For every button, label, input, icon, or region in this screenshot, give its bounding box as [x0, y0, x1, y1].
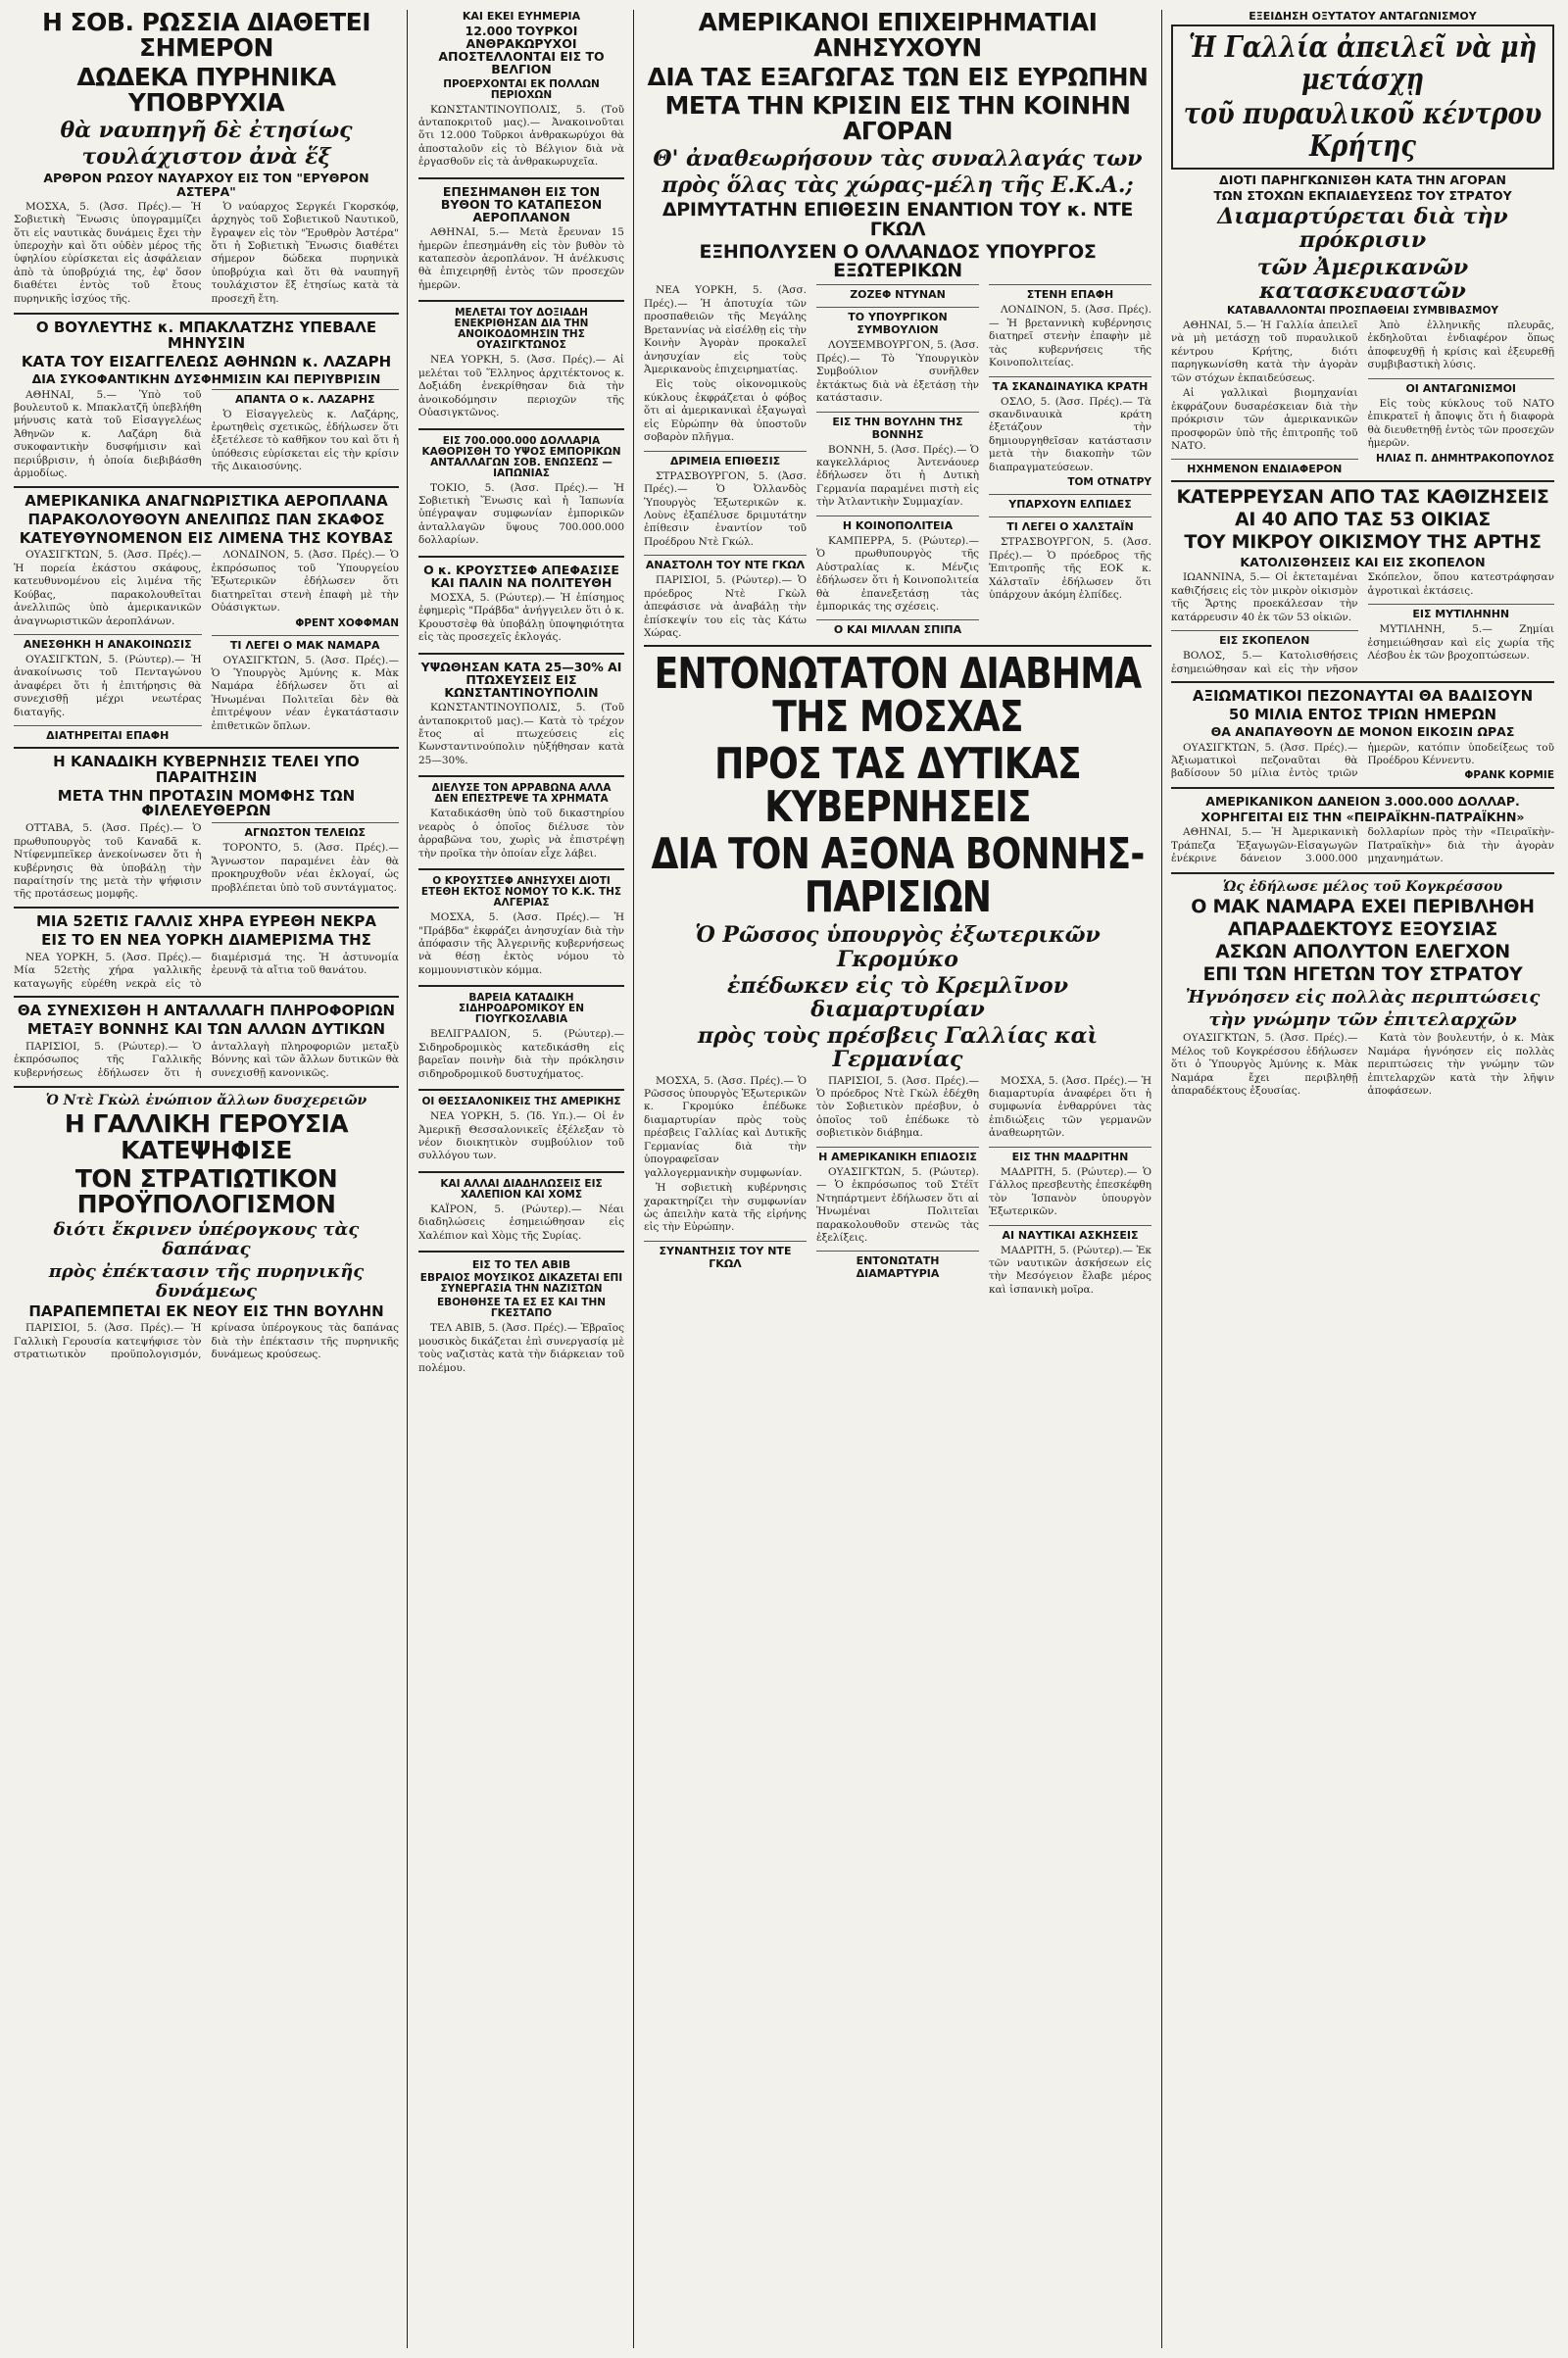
article-widow-found — [14, 914, 399, 998]
column-4 — [1165, 8, 1560, 2350]
kicker: ΕΙΣ ΤΟ ΤΕΛ ΑΒΙΒ — [471, 1258, 571, 1272]
paragraph: ΚΩΝΣΤΑΝΤΙΝΟΥΠΟΛΙΣ, 5. (Τοῦ ἀνταποκριτοῦ μας).— Ἀνακοινοῦται ὅτι 12.000 Τοῦρκοι ἀνθρακωρύχοι θὰ ἀποσταλοῦν εἰς τὸ Βέλγιον διὰ νὰ ἐργασθοῦν εἰς τὰ ἀνθρακωρυχεῖα. — [418, 103, 624, 169]
headline: Ο ΚΡΟΥΣΤΣΕΦ ΑΝΗΣΥΧΕΙ ΔΙΟΤΙ ΕΤΕΘΗ ΕΚΤΟΣ ΝΟΜΟΥ ΤΟ Κ.Κ. ΤΗΣ ΑΛΓΕΡΙΑΣ — [420, 875, 622, 909]
headline: ΤΩΝ ΣΤΟΧΩΝ ΕΚΠΑΙΔΕΥΣΕΩΣ ΤΟΥ ΣΤΡΑΤΟΥ — [1213, 188, 1512, 204]
paragraph: Εἰς τοὺς οἰκονομικοὺς κύκλους ἐκφράζεται ὁ φόβος ὅτι αἱ ἀμερικανικαὶ ἐξαγωγαὶ εἰς Εὐρώπην θὰ ὑποστοῦν σοβαρὸν πλῆγμα. — [644, 378, 807, 444]
kicker: ΚΑΙ ΕΚΕΙ ΕΥΗΜΕΡΙΑ — [462, 10, 581, 23]
subheadline: πρὸς ὅλας τὰς χώρας-μέλη τῆς Ε.Κ.Α.; — [662, 172, 1134, 199]
paragraph: ΝΕΑ ΥΟΡΚΗ, 5. (Ἰδ. Υπ.).— Οἱ ἐν Ἀμερικῇ Θεσσαλονικεῖς ἐξέλεξαν τὸ νέον διοικητικὸν συμβούλιον τοῦ συλλόγου των. — [418, 1110, 624, 1162]
subheadline: Διαμαρτύρεται διὰ τὴν πρόκρισιν — [1217, 204, 1508, 254]
section-heading: ΣΤΕΝΗ ΕΠΑΦΗ — [989, 284, 1152, 301]
headline: ΜΕΤΑ ΤΗΝ ΠΡΟΤΑΣΙΝ ΜΟΜΦΗΣ ΤΩΝ ΦΙΛΕΛΕΥΘΕΡΩΝ — [57, 786, 356, 820]
article-body — [14, 389, 399, 482]
article-body — [14, 822, 399, 902]
section-heading: ΕΙΣ ΜΥΤΙΛΗΝΗΝ — [1368, 604, 1555, 620]
headline: ΚΑΤΑ ΤΟΥ ΕΙΣΑΓΓΕΛΕΩΣ ΑΘΗΝΩΝ κ. ΛΑΖΑΡΗ — [21, 352, 392, 370]
paragraph: Ἀπὸ ἑλληνικῆς πλευρᾶς, ἐκδηλοῦται ἐνδιαφέρον ὅπως ἀποφευχθῇ ἡ κρίσις καὶ ἐξευρεθῇ συμβιβαστικὴ λύσις. — [1367, 319, 1554, 371]
article-crete-missile-center — [1171, 10, 1554, 482]
subheadline: Ἡ Γαλλία ἀπειλεῖ νὰ μὴ μετάσχῃ — [1188, 30, 1538, 97]
headline: ΕΒΡΑΙΟΣ ΜΟΥΣΙΚΟΣ ΔΙΚΑΖΕΤΑΙ ΕΠΙ ΣΥΝΕΡΓΑΣΙΑ ΤΗΝ ΝΑΖΙΣΤΩΝ — [419, 1272, 623, 1296]
deck: ΠΡΟΕΡΧΟΝΤΑΙ ΕΚ ΠΟΛΛΩΝ ΠΕΡΙΟΧΩΝ — [443, 77, 600, 101]
deck: ΔΡΙΜΥΤΑΤΗΝ ΕΠΙΘΕΣΙΝ ΕΝΑΝΤΙΟΝ ΤΟΥ κ. ΝΤΕ ΓΚΩΛ — [662, 198, 1134, 240]
paragraph: ΟΥΑΣΙΓΚΤΩΝ, 5. (Ρώυτερ).— Ἡ ἀνακοίνωσις τοῦ Πενταγώνου ἀναφέρει ὅτι ἡ ἐπιτήρησις θὰ συνεχισθῇ μέχρι νεωτέρας διαταγῆς. — [14, 654, 202, 718]
headline: ΔΩΔΕΚΑ ΠΥΡΗΝΙΚΑ ΥΠΟΒΡΥΧΙΑ — [76, 62, 336, 117]
paragraph: ΑΘΗΝΑΙ, 5.— Μετὰ ἔρευναν 15 ἡμερῶν ἐπεσημάνθη εἰς τὸν βυθὸν τὸ καταπεσὸν ἀεροπλάνον. Ἡ ἀνέλκυσις θὰ ἐπιχειρηθῇ ἐντὸς τῶν προσεχῶν ἡμερῶν. — [418, 226, 624, 291]
paragraph: ΙΩΑΝΝΙΝΑ, 5.— Οἱ ἐκτεταμέναι καθιζήσεις εἰς τὸν μικρὸν οἰκισμὸν τῆς Ἄρτης προεκάλεσαν τὴν κατάρρευσιν 40 ἐκ τῶν 53 οἰκιῶν. — [1171, 571, 1358, 623]
article-body — [1171, 319, 1554, 475]
article-arta-subsidence — [1171, 488, 1554, 683]
subheadline: τῶν Ἀμερικανῶν κατασκευαστῶν — [1256, 254, 1469, 304]
paragraph: ΒΟΝΝΗ, 5. (Ἀσσ. Πρές).— Ὁ καγκελλάριος Ἀντενάουερ ἐδήλωσεν ὅτι ἡ Δυτικὴ Γερμανία παραμένει πιστὴ εἰς τὴν Ἀτλαντικὴν Συμμαχίαν. — [816, 443, 979, 509]
headline: 50 ΜΙΛΙΑ ΕΝΤΟΣ ΤΡΙΩΝ ΗΜΕΡΩΝ — [1228, 705, 1497, 723]
article-body — [14, 201, 399, 309]
paragraph: ΟΥΑΣΙΓΚΤΩΝ, 5. (Ἀσσ. Πρές).— Μέλος τοῦ Κογκρέσσου ἐδήλωσεν ὅτι ὁ Ὑπουργὸς Ἀμύνης κ. Μὰκ Ναμάρα ἔχει περιβληθῇ ἀπαραδέκτους ἐξουσίας. — [1171, 1032, 1358, 1098]
subheadline: τοῦ πυραυλικοῦ κέντρου Κρήτης — [1183, 97, 1543, 164]
paragraph: ΜΟΣΧΑ, 5. (Ἀσσ. Πρές).— Ὁ Ρῶσσος ὑπουργὸς Ἐξωτερικῶν κ. Γκρομύκο ἐπέδωκε διαμαρτυρίαν πρὸς τοὺς πρέσβεις Γαλλίας καὶ Δυτικῆς Γερμανίας διὰ τὴν ὑπογραφεῖσαν γαλλογερμανικὴν συμφωνίαν. — [644, 1074, 807, 1179]
subheadline: ἐπέδωκεν εἰς τὸ Κρεμλῖνον διαμαρτυρίαν — [727, 972, 1068, 1022]
paragraph: ΜΟΣΧΑ, 5. (Ρώυτερ).— Ἡ ἐπίσημος ἐφημερὶς "Πράβδα" ἀνήγγειλεν ὅτι ὁ κ. Κρουστσὲφ θὰ ὑποβάλῃ ὑποψηφιότητα εἰς τὰς προσεχεῖς ἐκλογάς. — [418, 592, 624, 644]
section-heading: ΕΙΣ ΤΗΝ ΜΑΔΡΙΤΗΝ — [989, 1147, 1152, 1163]
paragraph: ΤΟΡΟΝΤΟ, 5. (Ἀσσ. Πρές).— Ἄγνωστον παραμένει ἐὰν θὰ προκηρυχθοῦν νέαι ἐκλογαί, ὡς προβλέπεται ὑπὸ τοῦ συντάγματος. — [211, 842, 399, 894]
article-body — [644, 284, 1152, 640]
article-body — [14, 549, 399, 742]
article-plane-located — [418, 185, 624, 303]
headline: ΑΜΕΡΙΚΑΝΙΚΑ ΑΝΑΓΝΩΡΙΣΤΙΚΑ ΑΕΡΟΠΛΑΝΑ — [24, 492, 388, 511]
subheadline: τὴν γνώμην τῶν ἐπιτελαρχῶν — [1208, 1008, 1517, 1030]
subheadline: Ὁ Ρῶσσος ὑπουργὸς ἐξωτερικῶν Γκρομύκο — [695, 922, 1101, 972]
headline: ΑΜΕΡΙΚΑΝΟΙ ΕΠΙΧΕΙΡΗΜΑΤΙΑΙ ΑΝΗΣΥΧΟΥΝ — [698, 8, 1098, 63]
subheadline: πρὸς τοὺς πρέσβεις Γαλλίας καὶ Γερμανίας — [697, 1023, 1099, 1073]
paragraph: ΜΥΤΙΛΗΝΗ, 5.— Ζημίαι ἐσημειώθησαν καὶ εἰς χωρία τῆς Λέσβου ἐκ τῶν βροχοπτώσεων. — [1367, 623, 1554, 663]
article-algeria-communists — [418, 876, 624, 987]
article-body — [14, 1322, 399, 1362]
paragraph: ΠΑΡΙΣΙΟΙ, 5. (Ἀσσ. Πρές).— Ὁ πρόεδρος Ντὲ Γκὼλ ἐδέχθη τὸν Σοβιετικὸν πρέσβυν, ὁ ὁποῖος τοῦ ἐπέδωκε τὸ σοβιετικὸν διάβημα. — [816, 1074, 979, 1140]
section-heading: ΔΙΑΤΗΡΕΙΤΑΙ ΕΠΑΦΗ — [14, 725, 202, 742]
headline: ΜΕΤΑΞΥ ΒΟΝΝΗΣ ΚΑΙ ΤΩΝ ΑΛΛΩΝ ΔΥΤΙΚΩΝ — [26, 1019, 386, 1038]
paragraph: ΝΕΑ ΥΟΡΚΗ, 5. (Ἀσσ. Πρές).— Αἱ μελέται τοῦ Ἕλληνος ἀρχιτέκτονος κ. Δοξιάδη ἐνεκρίθησαν διὰ τὴν ἀνοικοδόμησιν περιοχῶν τῆς Οὐασιγκτῶνος. — [418, 354, 624, 419]
article-body — [1171, 571, 1554, 676]
section-heading: ΑΓΝΩΣΤΟΝ ΤΕΛΕΙΩΣ — [212, 822, 400, 839]
headline: ΤΟΝ ΣΤΡΑΤΙΩΤΙΚΟΝ ΠΡΟΫΠΟΛΟΓΙΣΜΟΝ — [74, 1163, 338, 1219]
headline: ΑΠΑΡΑΔΕΚΤΟΥΣ ΕΞΟΥΣΙΑΣ — [1227, 918, 1498, 941]
section-heading: Ο ΚΑΙ ΜΙΛΛΑΝ ΣΠΙΠΑ — [816, 619, 979, 636]
article-cuba-reconnaissance — [14, 494, 399, 749]
headline: ΒΑΡΕΙΑ ΚΑΤΑΔΙΚΗ ΣΙΔΗΡΟΔΡΟΜΙΚΟΥ ΕΝ ΓΙΟΥΓΚΟΣΛΑΒΙΑ — [459, 992, 584, 1026]
column-divider — [1161, 10, 1162, 2348]
headline: Η ΚΑΝΑΔΙΚΗ ΚΥΒΕΡΝΗΣΙΣ ΤΕΛΕΙ ΥΠΟ ΠΑΡΑΙΤΗΣΙΝ — [53, 753, 360, 786]
paragraph: ΝΕΑ ΥΟΡΚΗ, 5. (Ἀσσ. Πρές).— Μία 52ετὴς χήρα γαλλικῆς καταγωγῆς εὑρέθη νεκρὰ εἰς τὸ διαμέρισμά της. Ἡ ἀστυνομία ἐρευνᾷ τὰ αἴτια τοῦ θανάτου. — [14, 951, 399, 990]
article-body — [1171, 742, 1554, 783]
headline: ΚΑΤΕΥΘΥΝΟΜΕΝΟΝ ΕΙΣ ΛΙΜΕΝΑ ΤΗΣ ΚΟΥΒΑΣ — [19, 528, 394, 547]
subheadline: διότι ἔκρινεν ὑπέρογκους τὰς δαπάνας — [53, 1219, 360, 1260]
section-heading: ΑΝΕΣΘΗΚΗ Η ΑΝΑΚΟΙΝΩΣΙΣ — [14, 634, 202, 651]
paragraph: ΟΥΑΣΙΓΚΤΩΝ, 5. (Ἀσσ. Πρές).— Ἡ πορεία ἑκάστου σκάφους, κατευθυνομένου εἰς λιμένα τῆς Κούβας, παρακολουθεῖται ἀνελλιπῶς ὑπὸ ἀμερικανικῶν ἀναγνωριστικῶν ἀεροπλάνων. — [14, 549, 202, 627]
paragraph: ΠΑΡΙΣΙΟΙ, 5. (Ρώυτερ).— Ὁ πρόεδρος Ντὲ Γκὼλ ἀπεφάσισε νὰ ἀναβάλῃ τὴν ἐπίσκεψίν του εἰς τὰς Κάτω Χώρας. — [644, 574, 807, 639]
headline: ΜΕΛΕΤΑΙ ΤΟΥ ΔΟΞΙΑΔΗ ΕΝΕΚΡΙΘΗΣΑΝ ΔΙΑ ΤΗΝ ΑΝΟΙΚΟΔΟΜΗΣΙΝ ΤΗΣ ΟΥΑΣΙΓΚΤΩΝΟΣ — [454, 307, 589, 352]
headline: Ο ΒΟΥΛΕΥΤΗΣ κ. ΜΠΑΚΛΑΤΖΗΣ ΥΠΕΒΑΛΕ ΜΗΝΥΣΙΝ — [35, 319, 377, 352]
paragraph: ΣΤΡΑΣΒΟΥΡΓΟΝ, 5. (Ἀσσ. Πρές).— Ὁ Ὀλλανδὸς Ὑπουργὸς Ἐξωτερικῶν κ. Λοὺνς ἐξαπέλυσε δριμυτάτην ἐπίθεσιν ἐναντίον τοῦ Προέδρου Ντὲ Γκώλ. — [644, 469, 807, 548]
headline: ΕΙΣ ΤΟ ΕΝ ΝΕΑ ΥΟΡΚΗ ΔΙΑΜΕΡΙΣΜΑ ΤΗΣ — [41, 931, 371, 950]
article-yugoslav-railway — [418, 993, 624, 1091]
byline: ΤΟΜ ΟΤΝΑΤΡΥ — [1067, 476, 1152, 489]
headline: ΜΕΤΑ ΤΗΝ ΚΡΙΣΙΝ ΕΙΣ ΤΗΝ ΚΟΙΝΗΝ ΑΓΟΡΑΝ — [664, 90, 1131, 145]
paragraph: ΜΟΣΧΑ, 5. (Ἀσσ. Πρές).— Ἡ "Πράβδα" ἐκφράζει ἀνησυχίαν διὰ τὴν ἀπόφασιν τῆς Ἀλγερινῆς κυβερνήσεως νὰ θέσῃ ἐκτὸς νόμου τὸ κομμουνιστικὸν κόμμα. — [418, 911, 624, 976]
deck: ΚΑΤΑΒΑΛΛΟΝΤΑΙ ΠΡΟΣΠΑΘΕΙΑΙ ΣΥΜΒΙΒΑΣΜΟΥ — [1226, 305, 1499, 317]
section-heading: ΕΙΣ ΤΗΝ ΒΟΥΛΗΝ ΤΗΣ ΒΟΝΝΗΣ — [816, 412, 979, 441]
headline: ΘΑ ΣΥΝΕΧΙΣΘΗ Η ΑΝΤΑΛΛΑΓΗ ΠΛΗΡΟΦΟΡΙΩΝ — [17, 1002, 396, 1020]
article-soviet-submarines — [14, 10, 399, 315]
headline: ΕΙΣ 700.000.000 ΔΟΛΛΑΡΙΑ ΚΑΘΟΡΙΣΘΗ ΤΟ ΥΨΟΣ ΕΜΠΟΡΙΚΩΝ ΑΝΤΑΛΛΑΓΩΝ ΣΟΒ. ΕΝΩΣΕΩΣ — ΙΑΠΩΝΙΑΣ — [421, 434, 621, 479]
paragraph: ΑΘΗΝΑΙ, 5.— Ὑπὸ τοῦ βουλευτοῦ κ. Μπακλατζῆ ὑπεβλήθη μήνυσις κατὰ τοῦ Εἰσαγγελέως Ἀθηνῶν κ. Λαζάρη διὰ συκοφαντικὴν δυσφήμισιν καὶ περιΰβρισιν, ἡ ὁποία διεβιβάσθη ἀρμοδίως. — [14, 388, 202, 480]
paragraph: ΠΑΡΙΣΙΟΙ, 5. (Ἀσσ. Πρές).— Ἡ Γαλλικὴ Γερουσία κατεψήφισε τὸν στρατιωτικὸν προϋπολογισμόν, κρίνασα ὑπέρογκους τὰς δαπάνας διὰ τὴν ἐπέκτασιν τῆς πυρηνικῆς δυνάμεως κρούσεως. — [14, 1322, 399, 1361]
kicker: Ὁ Ντὲ Γκὼλ ἐνώπιον ἄλλων δυσχερειῶν — [45, 1093, 368, 1108]
kicker: ΕΞΕΙΔΗΣΗ ΟΞΥΤΑΤΟΥ ΑΝΤΑΓΩΝΙΣΜΟΥ — [1249, 10, 1477, 23]
paragraph: ΜΟΣΧΑ, 5. (Ἀσσ. Πρές).— Ἡ διαμαρτυρία ἀναφέρει ὅτι ἡ συμφωνία ἐνθαρρύνει τὰς ἐπιδιώξεις τῶν γερμανῶν ἀναθεωρητῶν. — [989, 1074, 1152, 1140]
article-doxiadis — [418, 308, 624, 429]
headline: ΔΙΟΤΙ ΠΑΡΗΓΚΩΝΙΣΘΗ ΚΑΤΑ ΤΗΝ ΑΓΟΡΑΝ — [1219, 172, 1506, 187]
article-mcnamara-powers — [1171, 880, 1554, 1105]
paragraph: Κατὰ τὸν βουλευτήν, ὁ κ. Μὰκ Ναμάρα ἠγνόησεν εἰς πολλὰς περιπτώσεις τὴν γνώμην τῶν ἐπιτελαρχῶν κατὰ τὴν λῆψιν ἀποφάσεων. — [1367, 1032, 1554, 1098]
paragraph: ΚΑΜΠΕΡΡΑ, 5. (Ρώυτερ).— Ὁ πρωθυπουργὸς τῆς Αὐστραλίας κ. Μένζις ἐδήλωσεν ὅτι ἡ Κοινοπολιτεία θὰ ἐπανεξετάσῃ τὰς ἐμπορικάς της σχέσεις. — [816, 534, 979, 613]
headline: ΠΑΡΑΚΟΛΟΥΘΟΥΝ ΑΝΕΛΙΠΩΣ ΠΑΝ ΣΚΑΦΟΣ — [27, 510, 385, 528]
subheadline: Ἠγνόησεν εἰς πολλὰς περιπτώσεις — [1185, 986, 1541, 1007]
article-moscow-demarche — [644, 649, 1152, 1302]
paragraph: ΠΑΡΙΣΙΟΙ, 5. (Ρώυτερ).— Ὁ ἐκπρόσωπος τῆς Γαλλικῆς κυβερνήσεως ἐδήλωσεν ὅτι ἡ ἀνταλλαγὴ πληροφοριῶν μεταξὺ Βόννης καὶ τῶν ἄλλων δυτικῶν θὰ συνεχισθῇ κανονικῶς. — [14, 1040, 399, 1079]
deck: ΚΑΤΟΛΙΣΘΗΣΕΙΣ ΚΑΙ ΕΙΣ ΣΚΟΠΕΛΟΝ — [1240, 555, 1486, 570]
article-thessalonians — [418, 1097, 624, 1173]
headline: ΑΞΙΩΜΑΤΙΚΟΙ ΠΕΖΟΝΑΥΤΑΙ ΘΑ ΒΑΔΙΣΟΥΝ — [1192, 686, 1534, 705]
paragraph: ΣΤΡΑΣΒΟΥΡΓΟΝ, 5. (Ἀσσ. Πρές).— Ὁ πρόεδρος τῆς Ἐπιτροπῆς τῆς ΕΟΚ κ. Χάλσταϊν ἐδήλωσεν ὅτι ὑπάρχουν ἀκόμη ἐλπίδες. — [989, 536, 1152, 601]
paragraph: Καταδικάσθη ὑπὸ τοῦ δικαστηρίου νεαρὸς ὁ ὁποῖος διέλυσε τὸν ἀρραβῶνα του, χωρὶς νὰ ἐπιστρέψῃ τὴν προῖκα τὴν ὁποίαν εἶχε λάβει. — [418, 808, 624, 860]
paragraph: ΒΕΛΙΓΡΑΔΙΟΝ, 5. (Ρώυτερ).— Σιδηροδρομικὸς κατεδικάσθη εἰς βαρεῖαν ποινὴν διὰ τὴν πρόκλησιν σιδηροδρομικοῦ δυστυχήματος. — [418, 1028, 624, 1080]
paragraph: Αἱ γαλλικαὶ βιομηχανίαι ἐκφράζουν δυσαρέσκειαν διὰ τὴν πρόκρισιν τῶν ἀμερικανικῶν προσφορῶν ὑπὸ τῆς ἐπιτροπῆς τοῦ ΝΑΤΟ. — [1171, 387, 1358, 452]
article-tel-aviv-trial — [418, 1258, 624, 1383]
headline: Ο κ. ΚΡΟΥΣΤΣΕΦ ΑΠΕΦΑΣΙΣΕ ΚΑΙ ΠΑΛΙΝ ΝΑ ΠΟΛΙΤΕΥΘΗ — [423, 562, 619, 590]
section-heading: Η ΚΟΙΝΟΠΟΛΙΤΕΙΑ — [816, 516, 979, 532]
section-heading: ΤΙ ΛΕΓΕΙ Ο ΧΑΛΣΤΑΪΝ — [989, 516, 1152, 533]
byline: ΦΡΑΝΚ ΚΟΡΜΙΕ — [1464, 769, 1554, 782]
paragraph: ΛΟΥΞΕΜΒΟΥΡΓΟΝ, 5. (Ἀσσ. Πρές).— Τὸ Ὑπουργικὸν Συμβούλιον συνῆλθεν ἐκτάκτως διὰ νὰ ἐξετάσῃ τὴν κατάστασιν. — [816, 339, 979, 405]
paragraph: ΤΟΚΙΟ, 5. (Ἀσσ. Πρές).— Ἡ Σοβιετικὴ Ἕνωσις καὶ ἡ Ἰαπωνία ὑπέγραψαν συμφωνίαν ἐμπορικῶν ἀνταλλαγῶν ὕψους 700.000.000 δολλαρίων. — [418, 481, 624, 547]
section-heading: ΤΟ ΥΠΟΥΡΓΙΚΟΝ ΣΥΜΒΟΥΛΙΟΝ — [816, 307, 979, 336]
section-heading: ΕΙΣ ΣΚΟΠΕΛΟΝ — [1171, 630, 1358, 647]
article-american-exporters — [644, 10, 1152, 647]
paragraph: ΜΑΔΡΙΤΗ, 5. (Ρώυτερ).— Ὁ Γάλλος πρεσβευτὴς ἐπεσκέφθη τὸν Ἱσπανὸν ὑπουργὸν Ἐξωτερικῶν. — [989, 1165, 1152, 1218]
headline: 12.000 ΤΟΥΡΚΟΙ ΑΝΘΡΑΚΩΡΥΧΟΙ ΑΠΟΣΤΕΛΛΟΝΤΑΙ ΕΙΣ ΤΟ ΒΕΛΓΙΟΝ — [438, 24, 605, 77]
paragraph: ΟΥΑΣΙΓΚΤΩΝ, 5. (Ἀσσ. Πρές).— Ἀξιωματικοὶ πεζοναῦται θὰ βαδίσουν 50 μίλια ἐντὸς τριῶν ἡμερῶν, κατόπιν ὑποδείξεως τοῦ Προέδρου Κέννεντυ. — [1171, 741, 1554, 780]
deck: ΕΒΟΗΘΗΣΕ ΤΑ ΕΣ ΕΣ ΚΑΙ ΤΗΝ ΓΚΕΣΤΑΠΟ — [436, 1297, 607, 1320]
headline: ΤΟΥ ΜΙΚΡΟΥ ΟΙΚΙΣΜΟΥ ΤΗΣ ΑΡΤΗΣ — [1184, 531, 1542, 554]
paragraph: ΤΕΛ ΑΒΙΒ, 5. (Ἀσσ. Πρές).— Ἑβραῖος μουσικὸς δικάζεται ἐπὶ συνεργασίᾳ μὲ τοὺς ναζιστὰς κατὰ τὴν διάρκειαν τοῦ πολέμου. — [418, 1322, 624, 1374]
paragraph: ΟΤΤΑΒΑ, 5. (Ἀσσ. Πρές).— Ὁ πρωθυπουργὸς τοῦ Καναδᾶ κ. Ντίφενμπεϊκερ ἀνεκοίνωσεν ὅτι ἡ κυβέρνησις θὰ ὑποβάλῃ τὴν παραίτησίν της μετὰ τὴν ψήφισιν τῆς προτάσεως μομφῆς. — [14, 822, 202, 901]
article-bankruptcies — [418, 661, 624, 778]
deck: ΔΙΑ ΣΥΚΟΦΑΝΤΙΚΗΝ ΔΥΣΦΗΜΙΣΙΝ ΚΑΙ ΠΕΡΙΥΒΡΙΣΙΝ — [31, 371, 381, 387]
headline: Η ΣΟΒ. ΡΩΣΣΙΑ ΔΙΑΘΕΤΕΙ ΣΗΜΕΡΟΝ — [41, 8, 371, 63]
paragraph: ΑΘΗΝΑΙ, 5.— Ἡ Ἀμερικανικὴ Τράπεζα Ἐξαγωγῶν-Εἰσαγωγῶν ἐνέκρινε δάνειον 3.000.000 δολλαρίων πρὸς τὴν «Πειραϊκὴν-Πατραϊκὴν» διὰ τὴν ἀγορὰν μηχανημάτων. — [1171, 826, 1554, 865]
subheadline: Θ' ἀναθεωρήσουν τὰς συναλλαγάς των — [653, 146, 1143, 172]
headline: ΠΡΟΣ ΤΑΣ ΔΥΤΙΚΑΣ ΚΥΒΕΡΝΗΣΕΙΣ — [714, 739, 1081, 833]
paragraph: ΑΘΗΝΑΙ, 5.— Ἡ Γαλλία ἀπειλεῖ νὰ μὴ μετάσχῃ τοῦ πυραυλικοῦ κέντρου Κρήτης, διότι παρηγκωνίσθη κατὰ τὴν ἀγορὰν τῶν στόχων ἐκπαιδεύσεως. — [1171, 319, 1358, 384]
section-heading: ΖΟΖΕΦ ΝΤΥΝΑΝ — [816, 284, 979, 301]
headline: ΑΜΕΡΙΚΑΝΙΚΟΝ ΔΑΝΕΙΟΝ 3.000.000 ΔΟΛΛΑΡ. — [1205, 794, 1520, 810]
article-body — [644, 1075, 1152, 1298]
headline: ΥΨΩΘΗΣΑΝ ΚΑΤΑ 25—30% ΑΙ ΠΤΩΧΕΥΣΕΙΣ ΕΙΣ ΚΩΝΣΤΑΝΤΙΝΟΥΠΟΛΙΝ — [420, 659, 622, 701]
subheadline: πρὸς ἐπέκτασιν τῆς πυρηνικῆς δυνάμεως — [48, 1260, 365, 1302]
column-divider — [633, 10, 634, 2348]
paragraph: ΜΑΔΡΙΤΗ, 5. (Ρώυτερ).— Ἐκ τῶν ναυτικῶν ἀσκήσεων εἰς τὴν Μεσόγειον ἔλαβε μέρος καὶ ἰσπανικὴ μοῖρα. — [989, 1244, 1152, 1296]
headline: Ο ΜΑΚ ΝΑΜΑΡΑ ΕΧΕΙ ΠΕΡΙΒΛΗΘΗ — [1191, 896, 1535, 918]
paragraph: ΛΟΝΔΙΝΟΝ, 5. (Ἀσσ. Πρές).— Ἡ βρεταννικὴ κυβέρνησις διατηρεῖ στενὴν ἐπαφὴν μὲ τὰς κυβερνήσεις τῆς Κοινοπολιτείας. — [989, 304, 1152, 369]
headline: ΜΙΑ 52ΕΤΙΣ ΓΑΛΛΙΣ ΧΗΡΑ ΕΥΡΕΘΗ ΝΕΚΡΑ — [35, 912, 377, 931]
subheadline: τουλάχιστον ἀνὰ ἕξ — [81, 144, 331, 171]
column-divider — [407, 10, 408, 2348]
article-american-loan — [1171, 795, 1554, 874]
article-info-exchange — [14, 1004, 399, 1088]
section-heading: ΤΑ ΣΚΑΝΔΙΝΑΥΙΚΑ ΚΡΑΤΗ — [989, 376, 1152, 393]
byline: ΦΡΕΝΤ ΧΟΦΦΜΑΝ — [295, 616, 399, 629]
paragraph: ΛΟΝΔΙΝΟΝ, 5. (Ἀσσ. Πρές).— Ὁ ἐκπρόσωπος τοῦ Ὑπουργείου Ἐξωτερικῶν ἐδήλωσεν ὅτι διατηρεῖται στενὴ ἐπαφὴ μὲ τὴν Οὐάσιγκτων. — [211, 549, 399, 614]
paragraph: ΝΕΑ ΥΟΡΚΗ, 5. (Ἀσσ. Πρές).— Ἡ ἀποτυχία τῶν προσπαθειῶν τῆς Μεγάλης Βρεταννίας νὰ εἰσέλθῃ εἰς τὴν Κοινὴν Ἀγορὰν προκαλεῖ ἀνησυχίαν εἰς τοὺς Ἀμερικανοὺς ἐπιχειρηματίας. — [644, 284, 807, 375]
article-lawsuit — [14, 320, 399, 488]
deck: ΘΑ ΑΝΑΠΑΥΘΟΥΝ ΔΕ ΜΟΝΟΝ ΕΙΚΟΣΙΝ ΩΡΑΣ — [1210, 724, 1515, 740]
section-heading: ΟΙ ΑΝΤΑΓΩΝΙΣΜΟΙ — [1368, 378, 1555, 395]
article-french-senate — [14, 1094, 399, 1368]
section-heading: Η ΑΜΕΡΙΚΑΝΙΚΗ ΕΠΙΔΟΣΙΣ — [816, 1147, 979, 1163]
paragraph: ΚΑΪΡΟΝ, 5. (Ρώυτερ).— Νέαι διαδηλώσεις ἐσημειώθησαν εἰς Χαλέπιον καὶ Χὸμς τῆς Συρίας. — [418, 1203, 624, 1242]
column-2 — [413, 8, 630, 2350]
paragraph: Ἡ σοβιετικὴ κυβέρνησις χαρακτηρίζει τὴν συμφωνίαν ὡς ἀπειλὴν κατὰ τῆς εἰρήνης εἰς τὴν Εὐρώπην. — [644, 1182, 807, 1234]
headline: ΚΑΤΕΡΡΕΥΣΑΝ ΑΠΟ ΤΑΣ ΚΑΘΙΖΗΣΕΙΣ — [1176, 486, 1549, 509]
headline: ΕΝΤΟΝΩΤΑΤΟΝ ΔΙΑΒΗΜΑ ΤΗΣ ΜΟΣΧΑΣ — [654, 649, 1142, 743]
article-canada-government — [14, 755, 399, 909]
article-body — [1171, 826, 1554, 866]
headline: Η ΓΑΛΛΙΚΗ ΓΕΡΟΥΣΙΑ ΚΑΤΕΨΗΦΙΣΕ — [64, 1109, 349, 1164]
article-syria-protests — [418, 1179, 624, 1253]
article-ussr-japan-trade — [418, 436, 624, 558]
section-heading: ΑΠΑΝΤΑ Ο κ. ΛΑΖΑΡΗΣ — [212, 389, 400, 406]
paragraph: Ὁ Εἰσαγγελεὺς κ. Λαζάρης, ἐρωτηθεὶς σχετικῶς, ἐδήλωσεν ὅτι ἐξετέλεσε τὸ καθῆκον του καὶ ὅτι ἡ ὑπόθεσις εὑρίσκεται εἰς τὴν κρίσιν τῆς Δικαιοσύνης. — [211, 408, 399, 473]
headline: ΚΑΙ ΑΛΛΑΙ ΔΙΑΔΗΛΩΣΕΙΣ ΕΙΣ ΧΑΛΕΠΙΟΝ ΚΑΙ ΧΟΜΣ — [440, 1177, 603, 1201]
paragraph: ΟΣΛΟ, 5. (Ἀσσ. Πρές).— Τὰ σκανδιναυικὰ κράτη ἐξετάζουν τὴν δημιουργηθεῖσαν κατάστασιν μετὰ τὴν διακοπὴν τῶν διαπραγματεύσεων. — [989, 395, 1152, 473]
article-turkish-miners — [418, 10, 624, 179]
article-engagement — [418, 783, 624, 870]
section-heading: ΑΙ ΝΑΥΤΙΚΑΙ ΑΣΚΗΣΕΙΣ — [989, 1225, 1152, 1242]
paragraph: ΒΟΛΟΣ, 5.— Κατολισθήσεις ἐσημειώθησαν καὶ εἰς τὴν νῆσον Σκόπελον, ὅπου κατεστράφησαν ἀγροτικαὶ ἐκτάσεις. — [1171, 571, 1554, 675]
column-3 — [638, 8, 1157, 2350]
article-marines-march — [1171, 686, 1554, 789]
deck: ΠΑΡΑΠΕΜΠΕΤΑΙ ΕΚ ΝΕΟΥ ΕΙΣ ΤΗΝ ΒΟΥΛΗΝ — [28, 1302, 384, 1320]
paragraph: ΚΩΝΣΤΑΝΤΙΝΟΥΠΟΛΙΣ, 5. (Τοῦ ἀνταποκριτοῦ μας).— Κατὰ τὸ τρέχον ἔτος αἱ πτωχεύσεις εἰς Κωνσταντινούπολιν ηὐξήθησαν κατὰ 25—30%. — [418, 702, 624, 766]
headline: ΕΠΕΣΗΜΑΝΘΗ ΕΙΣ ΤΟΝ ΒΥΘΟΝ ΤΟ ΚΑΤΑΠΕΣΟΝ ΑΕΡΟΠΛΑΝΟΝ — [440, 183, 603, 224]
headline-box — [1171, 25, 1554, 170]
section-heading: ΣΥΝΑΝΤΗΣΙΣ ΤΟΥ ΝΤΕ ΓΚΩΛ — [644, 1241, 807, 1270]
column-1 — [8, 8, 405, 2350]
headline: ΑΣΚΩΝ ΑΠΟΛΥΤΟΝ ΕΛΕΓΧΟΝ — [1215, 941, 1510, 962]
deck: ΕΞΗΠΟΛΥΣΕΝ Ο ΟΛΛΑΝΔΟΣ ΥΠΟΥΡΓΟΣ ΕΞΩΤΕΡΙΚΩΝ — [699, 240, 1097, 282]
byline: ΗΛΙΑΣ Π. ΔΗΜΗΤΡΑΚΟΠΟΥΛΟΣ — [1376, 452, 1554, 465]
deck: ΑΡΘΡΟΝ ΡΩΣΟΥ ΝΑΥΑΡΧΟΥ ΕΙΣ ΤΟΝ "ΕΡΥΘΡΟΝ ΑΣΤΕΡΑ" — [43, 171, 369, 199]
article-body — [1171, 1032, 1554, 1100]
headline: ΕΠΙ ΤΩΝ ΗΓΕΤΩΝ ΤΟΥ ΣΤΡΑΤΟΥ — [1202, 962, 1523, 985]
paragraph: Εἰς τοὺς κύκλους τοῦ ΝΑΤΟ ἐπικρατεῖ ἡ ἄποψις ὅτι ἡ διαφορὰ θὰ διευθετηθῇ ἐντὸς τῶν προσεχῶν ἡμερῶν. — [1367, 397, 1554, 450]
headline: ΟΙ ΘΕΣΣΑΛΟΝΙΚΕΙΣ ΤΗΣ ΑΜΕΡΙΚΗΣ — [421, 1096, 621, 1108]
section-heading: ΤΙ ΛΕΓΕΙ Ο ΜΑΚ ΝΑΜΑΡΑ — [212, 635, 400, 652]
headline: ΔΙΑ ΤΟΝ ΑΞΟΝΑ ΒΟΝΝΗΣ-ΠΑΡΙΣΙΩΝ — [651, 829, 1145, 923]
article-body — [14, 1041, 399, 1081]
section-heading: ΗΧΗΜΕΝΟΝ ΕΝΔΙΑΦΕΡΟΝ — [1171, 459, 1358, 475]
section-heading: ΕΝΤΟΝΩΤΑΤΗ ΔΙΑΜΑΡΤΥΡΙΑ — [816, 1251, 979, 1280]
subheadline: θὰ ναυπηγῆ δὲ ἐτησίως — [60, 118, 353, 143]
section-heading: ΥΠΑΡΧΟΥΝ ΕΛΠΙΔΕΣ — [989, 494, 1152, 511]
headline: ΔΙΑ ΤΑΣ ΕΞΑΓΩΓΑΣ ΤΩΝ ΕΙΣ ΕΥΡΩΠΗΝ — [647, 62, 1149, 91]
headline: ΧΟΡΗΓΕΙΤΑΙ ΕΙΣ ΤΗΝ «ΠΕΙΡΑΪΚΗΝ-ΠΑΤΡΑΪΚΗΝ» — [1200, 810, 1525, 825]
headline: ΔΙΕΛΥΣΕ ΤΟΝ ΑΡΡΑΒΩΝΑ ΑΛΛΑ ΔΕΝ ΕΠΕΣΤΡΕΨΕ ΤΑ ΧΡΗΜΑΤΑ — [431, 782, 612, 806]
article-body — [14, 952, 399, 991]
section-heading: ΑΝΑΣΤΟΛΗ ΤΟΥ ΝΤΕ ΓΚΩΛ — [644, 555, 807, 571]
kicker: Ὡς ἐδήλωσε μέλος τοῦ Κογκρέσσου — [1222, 878, 1503, 895]
paragraph: Ὁ ναύαρχος Σεργκέι Γκορσκόφ, ἀρχηγὸς τοῦ Σοβιετικοῦ Ναυτικοῦ, ἔγραψεν εἰς τὸν "Ἐρυθρὸν Ἀστέρα" ὅτι ἡ Σοβιετικὴ Ἕνωσις διαθέτει σήμερον δώδεκα πυρηνικὰ ὑποβρύχια καὶ ὅτι θὰ ναυπηγῆ τουλάχιστον ἕξ ἐτησίως κατὰ τὰ προσεχῆ ἔτη. — [211, 200, 399, 305]
paragraph: ΜΟΣΧΑ, 5. (Ἀσσ. Πρές).— Ἡ Σοβιετικὴ Ἕνωσις ὑπογραμμίζει ὅτι εἰς ναυτικὰς δυνάμεις ἔχει τὴν ὑπεροχὴν καὶ ὅτι οὐδὲν μέρος τῆς ὑφηλίου εὑρίσκεται εἰς ἀσφάλειαν ἀπὸ τὰ ὑποβρύχιά της, ἐφ' ὅσον διαθέτει ἐντὸς τοῦ ἔτους πυρηνικῆς ἰσχύος τῆς. — [14, 200, 202, 305]
paragraph: ΟΥΑΣΙΓΚΤΩΝ, 5. (Ρώυτερ).— Ὁ ἐκπρόσωπος τοῦ Στέϊτ Ντηπάρτμεντ ἐδήλωσεν ὅτι αἱ Ἡνωμέναι Πολιτεῖαι παρακολουθοῦν στενῶς τὰς ἐξελίξεις. — [816, 1165, 979, 1244]
paragraph: ΟΥΑΣΙΓΚΤΩΝ, 5. (Ἀσσ. Πρές).— Ὁ Ὑπουργὸς Ἀμύνης κ. Μὰκ Ναμάρα ἐδήλωσεν ὅτι αἱ Ἡνωμέναι Πολιτεῖαι δὲν θὰ ἐπιτρέψουν νέαν ἐγκατάστασιν ἐπιθετικῶν ὅπλων. — [211, 654, 399, 732]
headline: ΑΙ 40 ΑΠΟ ΤΑΣ 53 ΟΙΚΙΑΣ — [1235, 509, 1491, 531]
article-khrushchev — [418, 564, 624, 655]
section-heading: ΔΡΙΜΕΙΑ ΕΠΙΘΕΣΙΣ — [644, 451, 807, 467]
